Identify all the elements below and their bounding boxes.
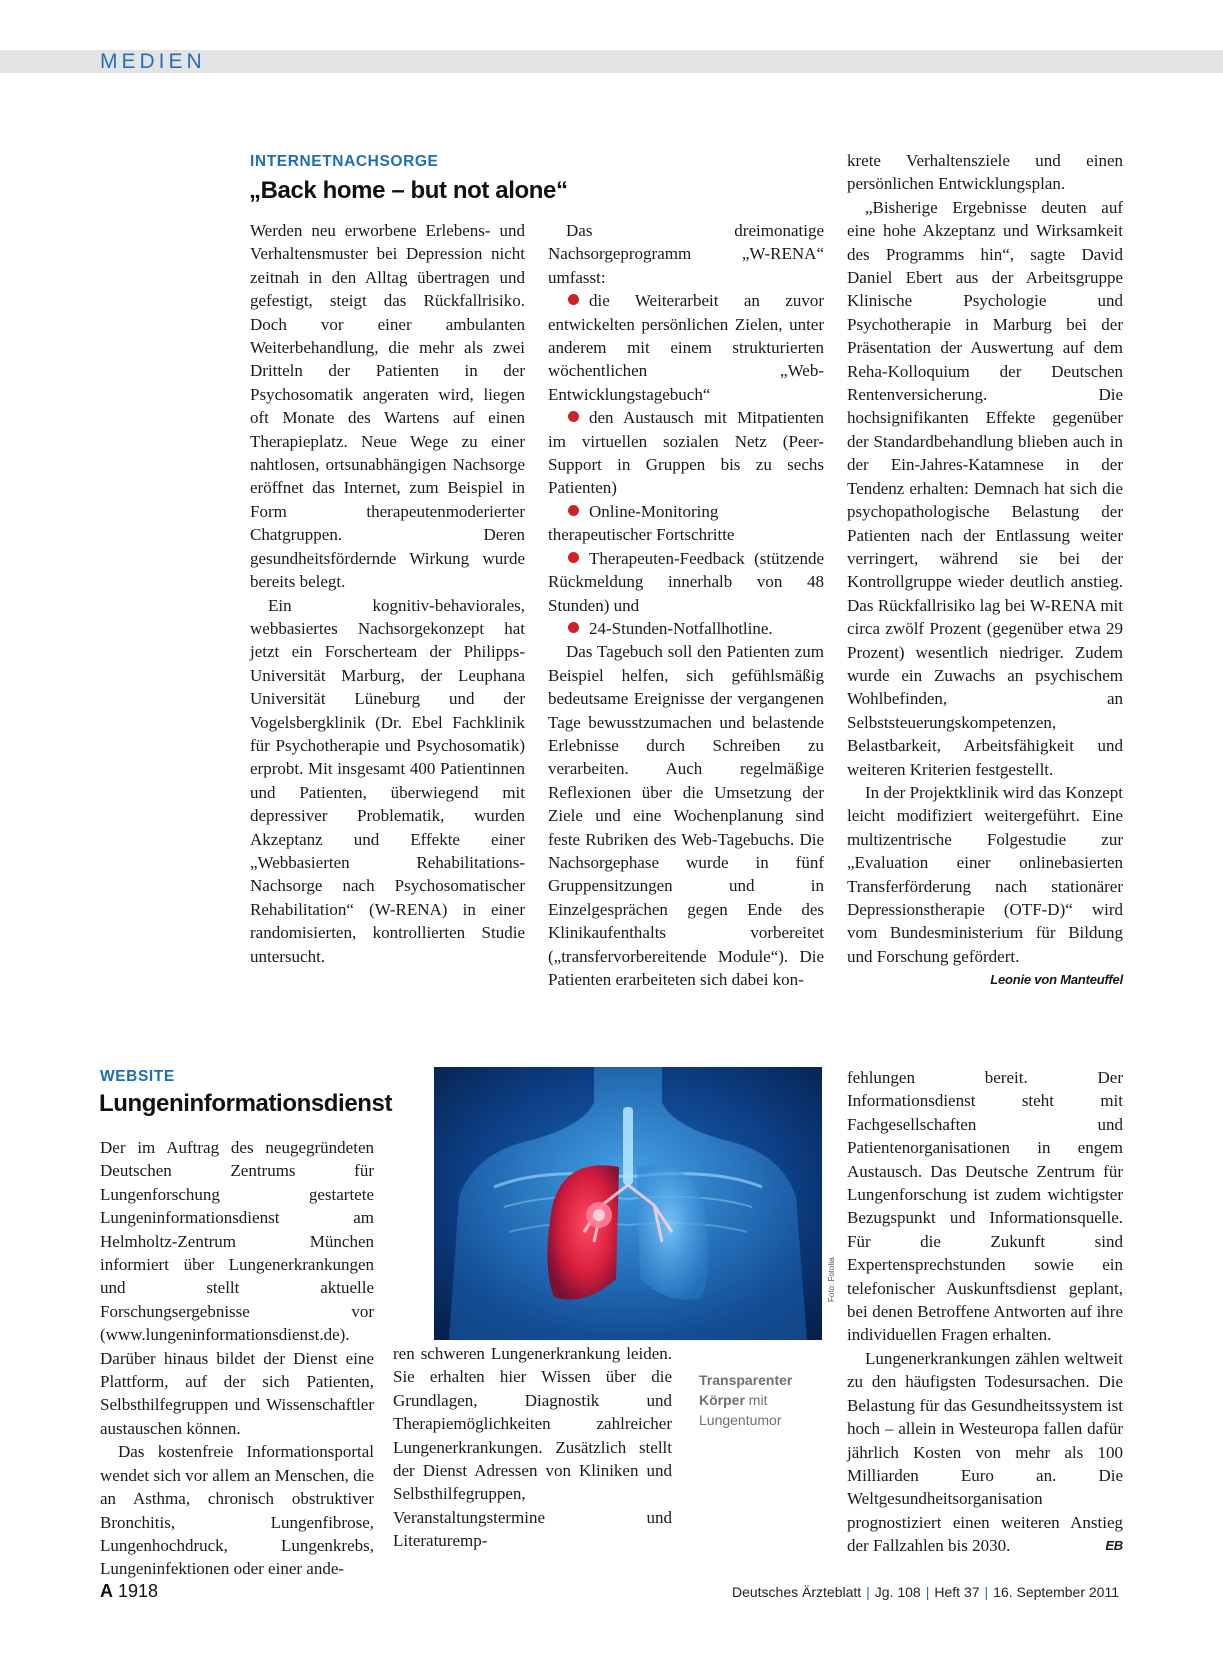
section-label: MEDIEN [100,50,206,73]
photo-credit: Foto: Fotolia [827,1257,836,1302]
lung-illustration [434,1067,822,1340]
bullet-icon [568,294,579,305]
article1-paragraph: Werden neu erworbene Erlebens- und Verhaltensmuster bei Depression nicht zeitnah in den Alltag übertragen und gefestigt, steigt das Rückfallrisiko. Doch vor einer ambulanten Weiterbehandlung, die mehr als zwei Dritteln der Patienten in der Psychosomatik angeraten wird, liegen oft Monate des Wartens auf einen Therapieplatz. Neue Wege zu einer nahtlosen, ortsunabhängigen Nachsorge eröffnet das Internet, zum Beispiel in Form therapeutenmoderierter Chatgruppen. Deren gesundheitsfördernde Wirkung wurde bereits belegt. [250,221,525,592]
article1-kicker: INTERNETNACHSORGE [250,153,439,170]
article1-column-2 [548,219,824,991]
page-number: A 1918 [100,1581,159,1601]
list-item: die Weiterarbeit an zuvor entwickelten persönlichen Zielen, unter anderem mit einem strukturierten wöchentlichen „Web-Entwicklungstagebuch“ [548,291,824,404]
bullet-icon [568,622,579,633]
article1-paragraph: krete Verhaltensziele und einen persönlichen Entwicklungsplan. [847,151,1123,194]
journal-name: Deutsches Ärzteblatt [731,1584,862,1600]
article1-paragraph: In der Projektklinik wird das Konzept leicht modifiziert weitergeführt. Eine multizentrische Folgestudie zur „Evaluation einer onlinebasierten Transferförderung nach stationärer Depressionstherapie (OTF-D)“ wird vom Bundesministerium für Bildung und Forschung gefördert. Leonie von Manteuffel [847,781,1123,968]
article2-paragraph: fehlungen bereit. Der Informationsdienst steht mit Fachgesellschaften und Patientenorganisationen in engem Austausch. Das Deutsche Zentrum für Lungenforschung ist zudem wichtigster Bezugspunkt und Informationsquelle. Für die Zukunft sind Expertensprechstunden sowie ein telefonischer Auskunftsdienst geplant, bei denen Betroffene Antworten auf ihre individuellen Fragen erhalten. [847,1068,1123,1345]
list-item: Therapeuten-Feedback (stützende Rückmeldung innerhalb von 48 Stunden) und [548,548,824,615]
article2-paragraph: Der im Auftrag des neugegründeten Deutschen Zentrums für Lungenforschung gestartete Lungeninformationsdienst am Helmholtz-Zentrum München informiert über Lungenerkrankungen und stellt aktuelle Forschungsergebnisse vor (www.lungeninformationsdienst.de). Darüber hinaus bildet der Dienst eine Plattform, auf der sich Patienten, Selbsthilfegruppen und Wissenschaftler austauschen können. [100,1138,374,1438]
separator: | [984,1584,989,1600]
article1-intro: Das dreimonatige Nachsorgeprogramm „W-RENA“ umfasst: [548,221,824,287]
article1-paragraph: Ein kognitiv-behaviorales, webbasiertes Nachsorgekonzept hat jetzt ein Forscherteam der Philipps-Universität Marburg, der Leuphana Universität Lüneburg und der Vogelsbergklinik (Dr. Ebel Fachklinik für Psychotherapie und Psychosomatik) erprobt. Mit insgesamt 400 Patientinnen und Patienten, überwiegend mit depressiver Problematik, wurden Akzeptanz und Effekte einer „Webbasierten Rehabilitations-Nachsorge nach Psychosomatischer Rehabilitation“ (W-RENA) in einer randomisierten, kontrollierten Studie untersucht. [250,595,525,966]
article1-paragraph: Das Tagebuch soll den Patienten zum Beispiel helfen, sich gefühlsmäßig bedeutsame Ereignisse der vergangenen Tage bewusstzumachen und belastende Erlebnisse durch Schreiben zu verarbeiten. Auch regelmäßige Reflexionen über die Umsetzung der Ziele und eine Wochenplanung sind feste Rubriken des Web-Tagebuchs. Die Nachsorgephase wurde in fünf Gruppensitzungen und in Einzelgesprächen gegen Ende des Klinikaufenthalts vorbereitet („transfervorbereitende Module“). Die Patienten erarbeiteten sich dabei kon- [548,642,824,989]
image-caption: Transparenter Körper mit Lungentumor [699,1372,793,1428]
article2-paragraph: Lungenerkrankungen zählen weltweit zu den häufigsten Todesursachen. Die Belastung für das Gesundheitssystem ist hoch – allein in Westeuropa fallen dafür jährlich Kosten von mehr als 100 Milliarden Euro an. Die Weltgesundheitsorganisation prognostiziert einen weiteren Anstieg der Fallzahlen bis 2030. EB [847,1347,1123,1558]
article2-author: EB [1105,1538,1123,1554]
article1-author: Leonie von Manteuffel [990,972,1123,988]
bullet-icon [568,505,579,516]
list-item: den Austausch mit Mitpatienten im virtuellen sozialen Netz (Peer-Support in Gruppen bis zu sechs Patienten) [548,408,824,498]
article2-kicker: WEBSITE [100,1068,175,1085]
separator: | [866,1584,870,1600]
article1-title: „Back home – but not alone“ [249,177,568,204]
date: 16. September 2011 [993,1584,1119,1600]
article1-column-1 [250,219,525,968]
list-item: 24-Stunden-Notfallhotline. [548,617,824,640]
article2-column-1 [100,1136,374,1581]
volume: Jg. 108 [874,1584,921,1600]
article2-paragraph: ren schweren Lungenerkrankung leiden. Sie erhalten hier Wissen über die Grundlagen, Diagnostik und Therapiemöglichkeiten zahlreicher Lungenerkrankungen. Zusätzlich stellt der Dienst Adressen von Kliniken und Selbsthilfegruppen, Veranstaltungstermine und Literaturemp- [393,1344,672,1551]
article2-paragraph: Das kostenfreie Informationsportal wendet sich vor allem an Menschen, die an Asthma, chronisch obstruktiver Bronchitis, Lungenfibrose, Lungenhochdruck, Lungenkrebs, Lungeninfektionen oder einer ande- [100,1442,374,1579]
list-item: Online-Monitoring therapeutischer Fortschritte [548,501,735,545]
bullet-icon [568,411,579,422]
bullet-icon [568,552,579,563]
article1-paragraph: „Bisherige Ergebnisse deuten auf eine hohe Akzeptanz und Wirksamkeit des Programms hin“, sagte David Daniel Ebert aus der Arbeitsgruppe Klinische Psychologie und Psychotherapie in Marburg bei der Präsentation der Auswertung auf dem Reha-Kolloquium der Deutschen Rentenversicherung. Die hochsignifikanten Effekte gegenüber der Standardbehandlung blieben auch in der Ein-Jahres-Katamnese in der Tendenz erhalten: Demnach hat sich die psychopathologische Belastung der Patienten nach der Entlassung weiter verringert, während sie bei der Kontrollgruppe wieder deutlich anstieg. Das Rückfallrisiko lag bei W-RENA mit circa zwölf Prozent (gegenüber etwa 29 Prozent) wesentlich niedriger. Zudem wurde ein Zuwachs an psychischem Wohlbefinden, an Selbststeuerungskompetenzen, Belastbarkeit, Arbeitsfähigkeit und weiteren Kriterien festgestellt. [847,197,1123,779]
separator: | [925,1584,930,1600]
article2-column-2 [393,1342,672,1553]
footer-journal-info [732,1584,1119,1600]
article1-column-3 [847,149,1123,992]
article2-column-3 [847,1066,1123,1558]
issue: Heft 37 [934,1584,980,1600]
article2-title: Lungeninformationsdienst [99,1090,393,1117]
